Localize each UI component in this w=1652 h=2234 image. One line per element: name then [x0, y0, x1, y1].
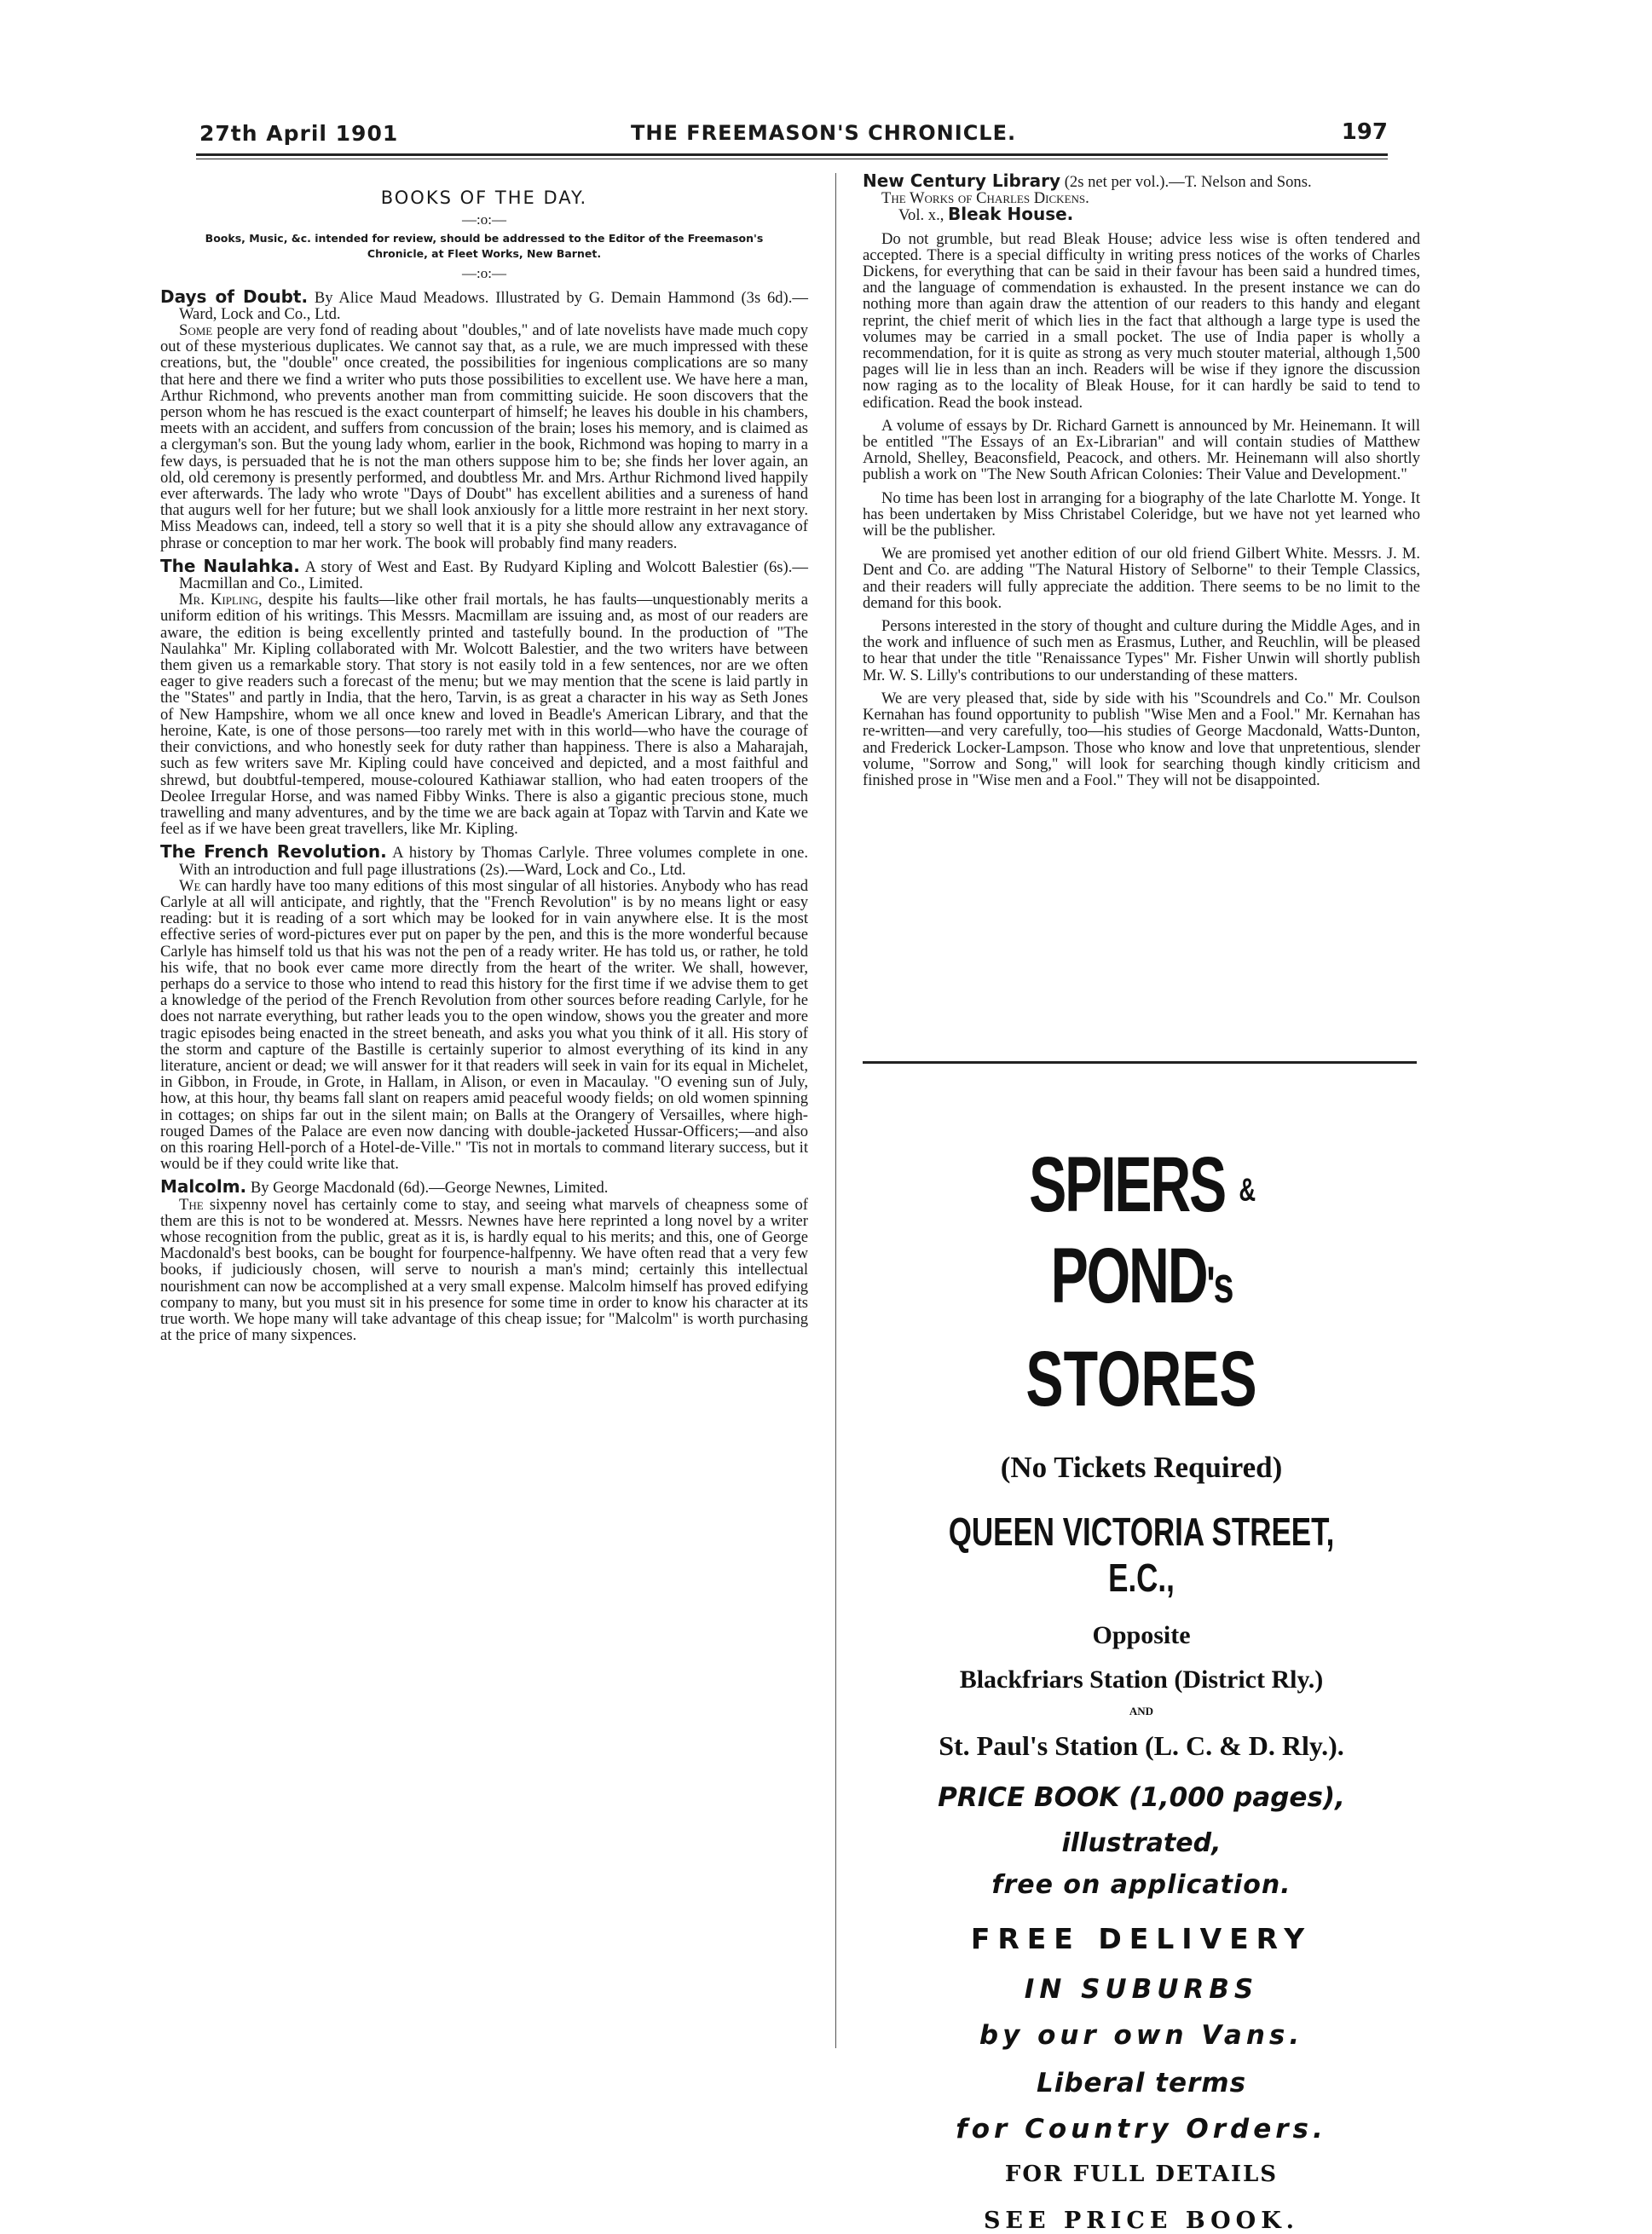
review-byline: By Alice Maud Meadows. Illustrated by G. Demain Hammond (3s 6d).—Ward, Lock and Co., Ltd. — [179, 288, 808, 323]
page-number: 197 — [1341, 119, 1388, 145]
review-naulahka — [160, 555, 808, 839]
header-rule-thick — [196, 153, 1388, 156]
advert-price-book: PRICE BOOK (1,000 pages), — [938, 1781, 1345, 1813]
volume-title: Bleak House. — [948, 204, 1074, 225]
advert-station-st-pauls: St. Paul's Station (L. C. & D. Rly.). — [939, 1729, 1344, 1761]
advert-free-delivery: FREE DELIVERY — [970, 1921, 1313, 1955]
review-malcolm — [160, 1176, 808, 1345]
issue-date: 27th April 1901 — [199, 121, 399, 146]
advert-stores: STORES — [1025, 1335, 1257, 1423]
separator: —:o:— — [462, 211, 506, 228]
review-byline: By George Macdonald (6d).—George Newnes, Limited. — [250, 1179, 609, 1198]
advert-opposite: Opposite — [1092, 1620, 1191, 1649]
advert-station-blackfriars: Blackfriars Station (District Rly.) — [959, 1665, 1324, 1694]
review-days-of-doubt — [160, 286, 809, 552]
review-french-revolution — [160, 841, 808, 1174]
library-title: New Century Library — [863, 170, 1061, 191]
review-title: The French Revolution. — [160, 841, 387, 863]
section-title: BOOKS OF THE DAY. — [380, 188, 588, 208]
advert-name: SPIERS & POND's — [1029, 1141, 1254, 1319]
review-title: Days of Doubt. — [160, 286, 309, 307]
paragraph: Do not grumble, but read Bleak House; advice less wise is often tendered and accepted. There is a special difficulty in writing press notices of the works of Charles Dickens, for everything that can be said in their favour has been said a hundred times, and the language of commendation is exhausted. In the present instance we can do nothing more than again draw the attention of our readers to this handy and elegant reprint, the chief merit of which lies in the fact that although a large type is used the volumes may be carried in a small pocket. The use of India paper is wholly a recommendation, for it is quite as strong as very much stouter material, although 1,500 pages will lie in less than an inch. Readers will be wise if they ignore the discussion now raging as to the locality of Bleak House, for it can hardly be said to tend to edification. Read the book instead. — [863, 229, 1420, 412]
review-lead: We — [179, 876, 201, 895]
review-body: sixpenny novel has certainly come to stay, and seeing what marvels of cheapness some of them are this is not to be wondered at. Messrs. Newnes have here reprinted a long novel by a writer whose recognition from the public, great as it is, is hardly equal to his merits; and this, one of George Macdonald's best books, can be bought for fourpence-halfpenny. We have often read that a very few books, if judiciously chosen, will serve to nourish a man's mind; certainly this intellectual nourishment can now be accomplished at a very small expense. Malcolm himself has proved edifying company to many, but you must sit in his presence for some time in order to know his character at its true worth. We hope many will take advantage of this cheap issue; for "Malcolm" is worth purchasing at the price of many sixpences. — [160, 1195, 808, 1345]
review-title: The Naulahka. — [160, 555, 300, 576]
paragraph: Persons interested in the story of thought and culture during the Middle Ages, and in the work and influence of such men as Erasmus, Luther, and Reuchlin, will be pleased to hear that under the title "Renaissance Types" Mr. Fisher Unwin will shortly publish Mr. W. S. Lilly's contributions to our understanding of these matters. — [863, 617, 1420, 684]
paragraph: A volume of essays by Dr. Richard Garnett is announced by Mr. Heinemann. It will be entitled "The Essays of an Ex-Librarian" and will contain studies of Matthew Arnold, Shelley, Beaconsfield, Peacock, and others. Mr. Heinemann will also shortly publish a work on "The New South African Colonies: Their Value and Development." — [863, 416, 1420, 484]
review-body: people are very fond of reading about "doubles," and of late novelists have made much copy out of these mysterious duplicates. We cannot say that, as a rule, we are much impressed with these creations, but, the "double" once created, the possibilities for ingenious complications are so many that here and there we find a writer who puts those possibilities to excellent use. We have here a man, Arthur Richmond, who prevents another man from committing suicide. He soon discovers that the person whom he has rescued is the exact counterpart of himself; he leaves his double in his chambers, meets with an accident, and suffers from concussion of the brain; loses his memory, and is claimed as a clergyman's son. But the young lady whom, earlier in the book, Richmond was hoping to marry in a few days, is persuaded that he is not the man others suppose him to be; she finds her lover again, an old, old ceremony is presently performed, and doubtless Mr. and Mrs. Arthur Richmond lived happily ever afterwards. The lady who wrote "Days of Doubt" has excellent abilities and a sureness of hand that augurs well for her future; but we shall look anxiously for a little more restraint in her next story. Miss Meadows can, indeed, tell a story so well that it is a pity she should allow any extravagance of phrase or conception to mar her work. The book will probably find many readers. — [160, 321, 809, 552]
separator: —:o:— — [462, 265, 506, 282]
advert-liberal-terms: Liberal terms — [1036, 2067, 1247, 2098]
review-lead: Mr. Kipling, — [179, 591, 263, 609]
review-title: Malcolm. — [160, 1176, 247, 1198]
library-heading — [863, 170, 1420, 191]
advert-in-suburbs: IN SUBURBS — [1024, 1973, 1259, 2005]
paragraph: No time has been lost in arranging for a biography of the late Charlotte M. Yonge. It has been undertaken by Miss Christabel Coleridge, but we have not yet learned who will be the publisher. — [863, 488, 1420, 540]
review-notice: Books, Music, &c. intended for review, should be addressed to the Editor of the Freemason's Chronicle, at Fleet Works, New Barnet. — [205, 232, 764, 261]
advert-country-orders: for Country Orders. — [956, 2113, 1327, 2145]
review-lead: The — [179, 1195, 204, 1214]
review-byline: A history by Thomas Carlyle. Three volumes complete in one. With an introduction and full page illustrations (2s).—Ward, Lock and Co., Ltd. — [179, 844, 808, 879]
advert-street: QUEEN VICTORIA STREET, E.C., — [948, 1509, 1335, 1600]
review-body: can hardly have too many editions of this most singular of all histories. Anybody who has read Carlyle at all will anticipate, and rightly, that the "French Revolution" is by no means light or easy reading: but it is reading of a sort which may be looked for in vain anywhere else. It is the most effective series of word-pictures ever put on paper by the pen, and this is the more wonderful because Carlyle has himself told us that his was not the pen of a ready writer. He has told us, or rather, he told his wife, that no book ever came more directly from the heart of the writer. We shall, however, perhaps do a service to those who intend to read this history for the first time if we advise them to get a knowledge of the period of the French Revolution from other sources before reading Carlyle, for he does not narrate everything, but rather leads you to the open window, shows you the greater and more tragic episodes being enacted in the street beneath, and asks you what you think of it all. His story of the storm and capture of the Bastille is certainly superior to almost everything of its kind in any literature, ancient or dead; we will answer for it that readers will seek in vain for its equal in Michelet, in Gibbon, in Froude, in Grote, in Hallam, in Alison, or even in Macaulay. "O evening sun of July, how, at this hour, thy beams fall slant on reapers amid peaceful woody fields; on old women spinning in cottages; on ships far out in the silent main; on Balls at the Orangery of Versailles, where high-rouged Dames of the Palace are even now dancing with double-jacketed Hussar-Officers;—and also on this roaring Hell-porch of a Hotel-de-Ville." 'Tis not in mortals to command literary success, but it would be if they could write like that. — [160, 876, 808, 1174]
advert-free-on-application: free on application. — [991, 1869, 1291, 1900]
volume-prefix: Vol. x., — [898, 206, 944, 225]
review-lead: Some — [179, 321, 213, 340]
review-byline: A story of West and East. By Rudyard Kipling and Wolcott Balestier (6s).—Macmillan and Co., Limited. — [179, 557, 808, 593]
advert-rule — [863, 1061, 1417, 1064]
spiers-pond-advert — [863, 1142, 1420, 2234]
works-line: The Works of Charles Dickens. — [881, 189, 1089, 208]
paragraph: We are very pleased that, side by side with his "Scoundrels and Co." Mr. Coulson Kernahan has found opportunity to publish "Wise Men and a Fool." Mr. Kernahan has re-written—and very carefully, too—his studies of George Macdonald, Watts-Dunton, and Frederick Locker-Lampson. Those who know and love that unpretentious, slender volume, "Sorrow and Song," will look for searching though kindly criticism and finished prose in "Wise men and a Fool." They will not be disappointed. — [863, 689, 1420, 789]
advert-full-details: FOR FULL DETAILS — [1004, 2161, 1279, 2187]
advert-tickets: (No Tickets Required) — [1000, 1450, 1283, 1484]
left-column — [160, 173, 808, 1343]
volume-line — [863, 206, 1420, 223]
right-column — [863, 170, 1420, 789]
advert-see-price-book: SEE PRICE BOOK. — [983, 2207, 1300, 2234]
library-byline: (2s net per vol.).—T. Nelson and Sons. — [1064, 173, 1312, 191]
advert-and: AND — [1129, 1704, 1154, 1717]
advert-own-vans: by our own Vans. — [979, 2019, 1304, 2051]
advert-illustrated: illustrated, — [1061, 1827, 1222, 1858]
paragraph: We are promised yet another edition of our old friend Gilbert White. Messrs. J. M. Dent and Co. are adding "The Natural History of Selborne" to their Temple Classics, and their readers will fully appreciate the addition. There seems to be no limit to the demand for this book. — [863, 545, 1420, 612]
column-divider — [835, 173, 836, 2048]
masthead-title: THE FREEMASON'S CHRONICLE. — [631, 121, 1017, 145]
review-body: despite his faults—like other frail mortals, he has faults—unquestionably merits a uniform edition of his writings. This Messrs. Macmillam are issuing and, as most of our readers are aware, the edition is being excellently printed and tastefully bound. In the production of "The Naulahka" Mr. Kipling collaborated with Mr. Wolcott Balestier, and the two writers have between them given us a remarkable story. That story is not easily told in a few sentences, nor are we often eager to give readers such a forecast of the menu; but we may mention that the scene is laid partly in the "States" and partly in India, that the hero, Tarvin, is as great a character in his way as Seth Jones of New Hampshire, whom we all once knew and loved in Beadle's American Library, and that the heroine, Kate, is one of those persons—too rarely met with in this world—who have the courage of their convictions, and who honestly seek for duty rather than happiness. There is also a Maharajah, such as few writers save Mr. Kipling could have conceived and depicted, and a most faithful and shrewd, but doubtful-tempered, mouse-coloured Kathiawar stallion, who had eaten troopers of the Deolee Irregular Horse, and was named Fibby Winks. There is also a gigantic precious stone, much trawelling and many adventures, and by the time we are back again at Topaz with Tarvin and Kate we feel as if we have been great travellers, like Mr. Kipling. — [160, 591, 808, 839]
page-header — [170, 118, 1388, 152]
